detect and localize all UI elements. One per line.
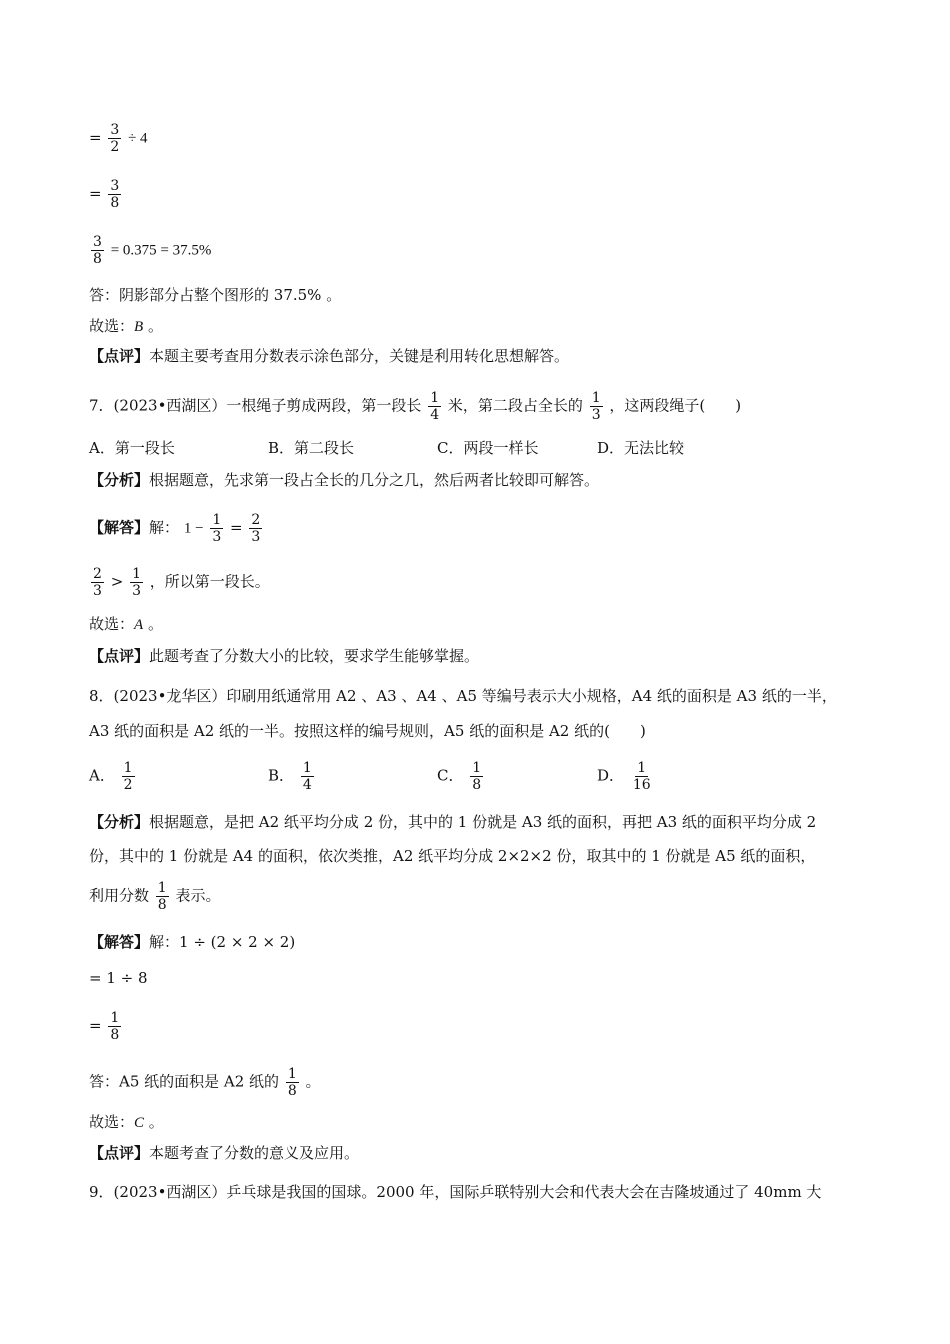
q7-comparison: $\frac{2}{3}$ > $\frac{1}{3}$ ，所以第一段长。 bbox=[93, 566, 270, 599]
fraction: $\frac{1}{8}$ bbox=[157, 880, 167, 913]
calc-line-3: $\frac{3}{8}$ = 0.375 = 37.5% bbox=[93, 234, 212, 267]
q8-select: 故选：C 。 bbox=[89, 1113, 164, 1131]
fraction: $\frac{2}{3}$ bbox=[93, 566, 102, 599]
q8-option-a: A． $\frac{1}{2}$ bbox=[89, 760, 133, 793]
q7-solution: 【解答】解： 1 − $\frac{1}{3}$ = $\frac{2}{3}$ bbox=[89, 512, 261, 545]
q8-stem-line-1: 8．(2023•龙华区）印刷用纸通常用 A2 、A3 、A4 、A5 等编号表示大小规格，A4 纸的面积是 A3 纸的一半， bbox=[89, 687, 837, 705]
q7-select: 故选：A 。 bbox=[89, 615, 163, 633]
answer-text: 答：阴影部分占整个图形的 37.5% 。 bbox=[89, 286, 342, 304]
fraction: $\frac{3}{2}$ bbox=[110, 122, 120, 155]
q8-analysis-line-3: 利用分数 $\frac{1}{8}$ 表示。 bbox=[89, 880, 221, 913]
review-line: 【点评】本题主要考查用分数表示涂色部分，关键是利用转化思想解答。 bbox=[89, 347, 570, 365]
q8-review: 【点评】本题考查了分数的意义及应用。 bbox=[89, 1144, 360, 1162]
fraction: $\frac{3}{8}$ bbox=[93, 234, 102, 267]
fraction: $\frac{1}{2}$ bbox=[123, 760, 133, 793]
q7-option-c: C．两段一样长 bbox=[437, 439, 539, 457]
fraction: $\frac{1}{3}$ bbox=[212, 512, 222, 545]
q7-review: 【点评】此题考查了分数大小的比较，要求学生能够掌握。 bbox=[89, 647, 480, 665]
q8-analysis-line-1: 【分析】根据题意，是把 A2 纸平均分成 2 份，其中的 1 份就是 A3 纸的面积，再把 A3 纸的面积平均分成 2 bbox=[89, 813, 817, 831]
calc-line-2: = $\frac{3}{8}$ bbox=[89, 178, 120, 211]
calc-line-1: = $\frac{3}{2}$ ÷ 4 bbox=[89, 122, 148, 155]
q7-stem: 7．(2023•西湖区）一根绳子剪成两段，第一段长 $\frac{1}{4}$ 米，第二段占全长的 $\frac{1}{3}$ ，这两段绳子( ) bbox=[89, 390, 742, 423]
q8-solution-step-3: = $\frac{1}{8}$ bbox=[89, 1010, 120, 1043]
q8-solution: 【解答】解：1 ÷ (2 × 2 × 2) bbox=[89, 933, 296, 951]
q9-stem: 9．(2023•西湖区）乒乓球是我国的国球。2000 年，国际乒联特别大会和代表大会在吉隆坡通过了 40mm 大 bbox=[89, 1183, 822, 1201]
q8-option-d: D． $\frac{1}{16}$ bbox=[597, 760, 651, 793]
q8-option-b: B． $\frac{1}{4}$ bbox=[268, 760, 312, 793]
fraction: $\frac{1}{8}$ bbox=[287, 1066, 297, 1099]
fraction: $\frac{1}{8}$ bbox=[472, 760, 482, 793]
q8-solution-step-2: = 1 ÷ 8 bbox=[89, 969, 148, 987]
q7-option-a: A．第一段长 bbox=[89, 439, 175, 457]
select-line: 故选：B 。 bbox=[89, 317, 163, 335]
fraction: $\frac{1}{3}$ bbox=[132, 566, 141, 599]
q7-analysis: 【分析】根据题意，先求第一段占全长的几分之几，然后两者比较即可解答。 bbox=[89, 471, 600, 489]
fraction: $\frac{1}{4}$ bbox=[302, 760, 312, 793]
q8-answer: 答：A5 纸的面积是 A2 纸的 $\frac{1}{8}$ 。 bbox=[89, 1066, 321, 1099]
q8-analysis-line-2: 份，其中的 1 份就是 A4 的面积，依次类推，A2 纸平均分成 2×2×2 份，取其中的 1 份就是 A5 纸的面积， bbox=[89, 847, 816, 865]
q7-option-b: B．第二段长 bbox=[268, 439, 355, 457]
fraction: $\frac{2}{3}$ bbox=[251, 512, 261, 545]
fraction: $\frac{3}{8}$ bbox=[110, 178, 120, 211]
fraction: $\frac{1}{8}$ bbox=[110, 1010, 120, 1043]
q8-option-c: C． $\frac{1}{8}$ bbox=[437, 760, 482, 793]
q7-option-d: D．无法比较 bbox=[597, 439, 685, 457]
fraction: $\frac{1}{3}$ bbox=[591, 390, 601, 423]
fraction: $\frac{1}{16}$ bbox=[632, 760, 651, 793]
q8-stem-line-2: A3 纸的面积是 A2 纸的一半。按照这样的编号规则，A5 纸的面积是 A2 纸的( ) bbox=[89, 722, 646, 740]
fraction: $\frac{1}{4}$ bbox=[430, 390, 440, 423]
